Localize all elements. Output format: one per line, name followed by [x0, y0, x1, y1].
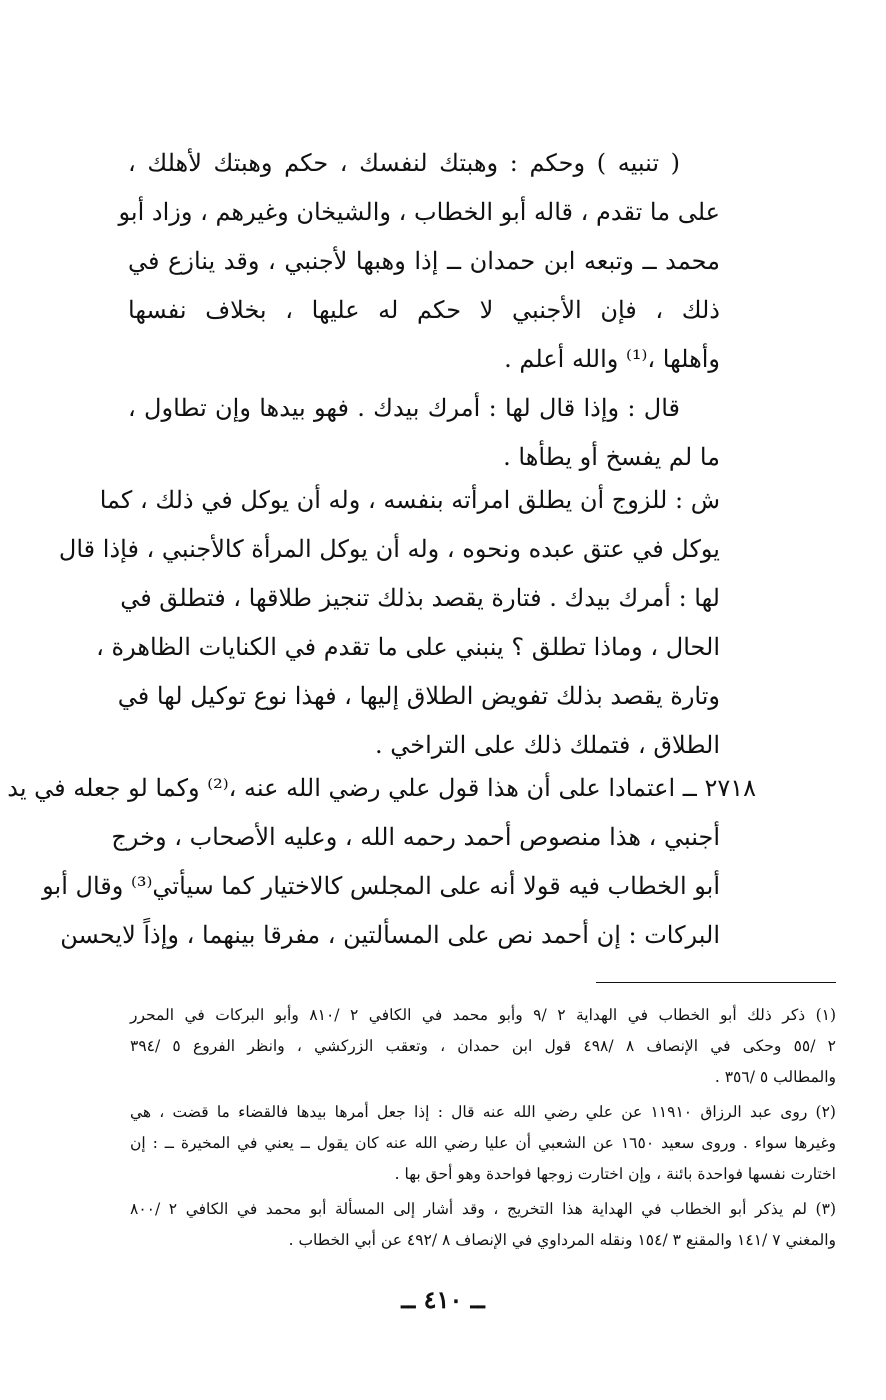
footnote-line: والمطالب ٥ /٣٥٦ .	[714, 1068, 836, 1086]
paragraph-tanbih	[118, 139, 720, 384]
text-line: قال : وإذا قال لها : أمرك بيدك . فهو بيدها وإن تطاول ،	[128, 394, 680, 422]
text-line: ذلك ، فإن الأجنبي لا حكم له عليها ، بخلاف نفسها	[128, 296, 720, 324]
text-line: ش : للزوج أن يطلق امرأته بنفسه ، وله أن يوكل في ذلك ، كما	[99, 486, 720, 514]
text-line: ٢٧١٨ ــ اعتمادا على أن هذا قول علي رضي الله عنه ،⁽²⁾ وكما لو جعله في يد	[7, 774, 756, 802]
footnote-line: ٢ /٥٥ وحكى في الإنصاف ٨ /٤٩٨ قول ابن حمدان ، وتعقب الزركشي ، وانظر الفروع ٥ /٣٩٤	[130, 1037, 836, 1055]
text-line: يوكل في عتق عبده ونحوه ، وله أن يوكل المرأة كالأجنبي ، فإذا قال	[58, 535, 720, 563]
footnotes	[130, 1000, 836, 1256]
paragraph-matn	[128, 384, 720, 482]
text-line: أبو الخطاب فيه قولا أنه على المجلس كالاختيار كما سيأتي⁽³⁾ وقال أبو	[42, 872, 720, 900]
text-line: محمد ــ وتبعه ابن حمدان ــ إذا وهبها لأجنبي ، وقد ينازع في	[128, 247, 720, 275]
footnote-3	[130, 1194, 836, 1256]
text-line: على ما تقدم ، قاله أبو الخطاب ، والشيخان وغيرهم ، وزاد أبو	[118, 198, 720, 226]
footnote-2	[130, 1097, 836, 1190]
text-line: أجنبي ، هذا منصوص أحمد رحمه الله ، وعليه الأصحاب ، وخرج	[111, 823, 720, 851]
text-line: ما لم يفسخ أو يطأها .	[503, 443, 720, 471]
text-line: وأهلها ،⁽¹⁾ والله أعلم .	[504, 345, 720, 373]
text-line: البركات : إن أحمد نص على المسألتين ، مفرقا بينهما ، وإذاً لايحسن	[60, 921, 720, 949]
paragraph-numbered-2718	[7, 764, 756, 960]
text-line: لها : أمرك بيدك . فتارة يقصد بذلك تنجيز طلاقها ، فتطلق في	[120, 584, 720, 612]
paragraph-sharh	[58, 476, 720, 770]
text-line: وتارة يقصد بذلك تفويض الطلاق إليها ، فهذا نوع توكيل لها في	[117, 682, 720, 710]
footnote-line: (١) ذكر ذلك أبو الخطاب في الهداية ٢ /٩ وأبو محمد في الكافي ٢ /٨١٠ وأبو البركات في المحرر	[130, 1006, 837, 1024]
footnote-line: (٢) روى عبد الرزاق ١١٩١٠ عن علي رضي الله عنه قال : إذا جعل أمرها بيدها فالقضاء ما قضت ، هي	[130, 1103, 836, 1121]
footnote-line: والمغني ٧ /١٤١ والمقنع ٣ /١٥٤ ونقله المرداوي في الإنصاف ٨ /٤٩٢ عن أبي الخطاب .	[288, 1231, 836, 1249]
footnote-line: وغيرها سواء . وروى سعيد ١٦٥٠ عن الشعبي أن عليا رضي الله عنه كان يقول ــ يعني في المخيرة ــ : إن	[130, 1134, 836, 1152]
page-number: ــ ٤١٠ ــ	[401, 1285, 485, 1314]
text-line: الحال ، وماذا تطلق ؟ ينبني على ما تقدم في الكنايات الظاهرة ،	[96, 633, 720, 661]
footnote-separator	[596, 982, 836, 983]
text-line: الطلاق ، فتملك ذلك على التراخي .	[375, 731, 720, 759]
footnote-1	[130, 1000, 836, 1093]
footnote-line: اختارت نفسها فواحدة بائنة ، وإن اختارت زوجها فواحدة وهو أحق بها .	[394, 1165, 836, 1183]
text-line: ( تنبيه ) وحكم : وهبتك لنفسك ، حكم وهبتك لأهلك ،	[128, 149, 680, 177]
footnote-line: (٣) لم يذكر أبو الخطاب في الهداية هذا التخريج ، وقد أشار إلى المسألة أبو محمد في الكافي ٢ /٨٠٠	[130, 1200, 836, 1218]
